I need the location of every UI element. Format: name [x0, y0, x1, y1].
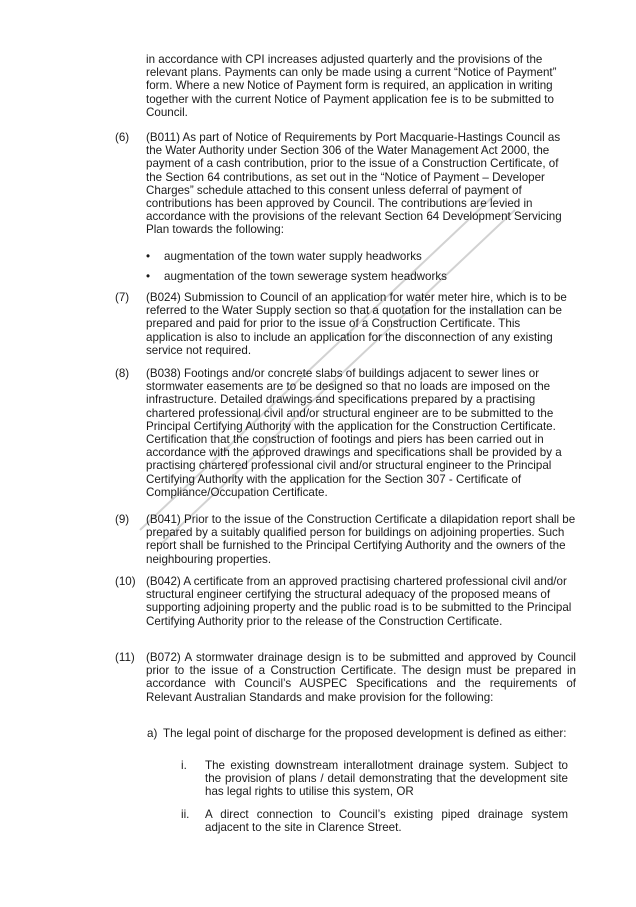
condition-text: (B011) As part of Notice of Requirements by Port Macquarie-Hastings Council as the Water Authority under Section 306 of the Water Management Act 2000, the payment of a cash contribution, prior to the issue of a Construction Certificate, of the Section 64 contributions, as set out in the “Notice of Payment – Developer Charges” schedule attached to this consent unless deferral of payment of contributions has been approved by Council. The contributions are levied in accordance with the provisions of the relevant Section 64 Development Servicing Plan towards the following:	[146, 131, 562, 237]
condition-text: (B038) Footings and/or concrete slabs of buildings adjacent to sewer lines or stormwater easements are to be designed so that no loads are imposed on the infrastructure. Detailed drawings and specifications prepared by a practising chartered professional civil and/or structural engineer are to be submitted to the Principal Certifying Authority with the application for the Construction Certificate. Certification that the construction of footings and piers has been carried out in accordance with the approved drawings and specifications shall be provided by a practising chartered professional civil and/or structural engineer to the Principal Certifying Authority with the application for the Section 307 - Certificate of Compliance/Occupation Certificate.	[146, 367, 562, 499]
condition-text: (B072) A stormwater drainage design is to be submitted and approved by Council prior to the issue of a Construction Certificate. The design must be prepared in accordance with Council’s AUSPEC Specifications and the requirements of Relevant Australian Standards and make provision for the following:	[146, 651, 576, 704]
sub-item-text: The legal point of discharge for the proposed development is defined as either:	[163, 727, 567, 740]
sub-item-label: a)	[147, 727, 158, 740]
condition-number: (6)	[115, 131, 130, 144]
list-item-text: augmentation of the town water supply headworks	[164, 250, 422, 263]
condition-number: (8)	[115, 367, 130, 380]
option-text: A direct connection to Council’s existing piped drainage system adjacent to the site in Clarence Street.	[205, 808, 568, 835]
option-text: The existing downstream interallotment drainage system. Subject to the provision of plans / detail demonstrating that the development site has legal rights to utilise this system, OR	[205, 759, 568, 799]
condition-text: (B041) Prior to the issue of the Construction Certificate a dilapidation report shall be prepared by a suitably qualified person for buildings on adjoining properties. Such report shall be furnished to the Principal Certifying Authority and the owners of the neighbouring properties.	[146, 513, 576, 566]
option-label: i.	[181, 759, 187, 772]
condition-number: (9)	[115, 513, 130, 526]
condition-number: (7)	[115, 291, 130, 304]
bullet-icon: •	[146, 270, 151, 283]
intro-paragraph: in accordance with CPI increases adjusted quarterly and the provisions of the relevant plans. Payments can only be made using a current “Notice of Payment” form. Where a new Notice of Payment form is required, an application in writing together with the current Notice of Payment application fee is to be submitted to Council.	[146, 53, 557, 119]
condition-text: (B024) Submission to Council of an application for water meter hire, which is to be referred to the Water Supply section so that a quotation for the installation can be prepared and paid for prior to the issue of a Construction Certificate. This application is also to include an application for the disconnection of any existing service not required.	[146, 291, 567, 357]
list-item-text: augmentation of the town sewerage system headworks	[164, 270, 447, 283]
condition-number: (11)	[115, 651, 135, 664]
condition-number: (10)	[115, 575, 136, 588]
option-label: ii.	[181, 808, 190, 821]
bullet-icon: •	[146, 250, 151, 263]
condition-text: (B042) A certificate from an approved practising chartered professional civil and/or structural engineer certifying the structural adequacy of the proposed means of supporting adjoining property and the public road is to be submitted to the Principal Certifying Authority prior to the release of the Construction Certificate.	[146, 575, 572, 628]
